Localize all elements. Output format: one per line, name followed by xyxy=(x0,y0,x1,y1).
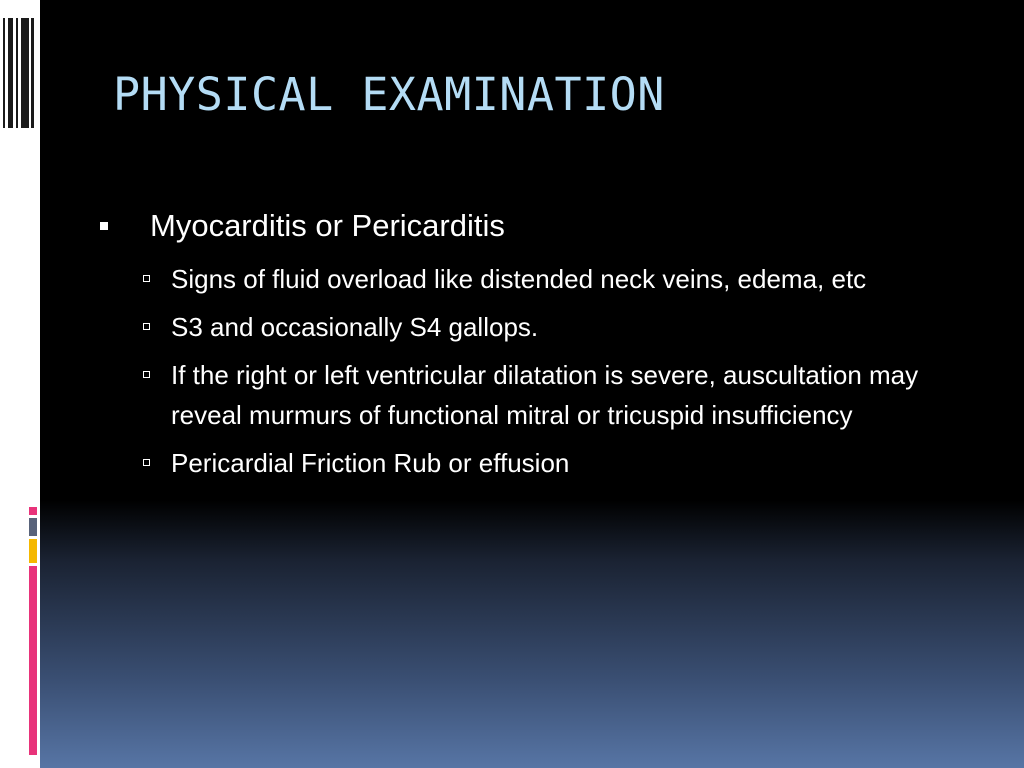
sub-bullet-text: Signs of fluid overload like distended neck veins, edema, etc xyxy=(171,264,867,294)
accent-bar-yellow xyxy=(29,539,37,563)
bullet-level-1 xyxy=(96,205,976,247)
accent-bar-pink-long xyxy=(29,566,37,755)
sub-bullet-text: S3 and occasionally S4 gallops. xyxy=(171,312,539,342)
bullet-text: Myocarditis or Pericarditis xyxy=(150,208,505,243)
square-bullet-icon xyxy=(100,222,108,230)
vertical-lines-decoration xyxy=(3,18,36,128)
hollow-square-bullet-icon xyxy=(143,275,150,282)
hollow-square-bullet-icon xyxy=(143,459,150,466)
sub-bullet xyxy=(96,307,931,347)
slide-content xyxy=(96,205,976,491)
hollow-square-bullet-icon xyxy=(143,371,150,378)
accent-color-bars xyxy=(29,507,37,755)
sub-bullet xyxy=(96,259,931,299)
sub-bullet-list xyxy=(96,259,976,483)
sub-bullet-text: Pericardial Friction Rub or effusion xyxy=(171,448,570,478)
sub-bullet xyxy=(96,443,931,483)
accent-bar-pink-small xyxy=(29,507,37,515)
left-decorative-strip xyxy=(0,0,40,768)
sub-bullet xyxy=(96,355,931,435)
sub-bullet-text: If the right or left ventricular dilatation is severe, auscultation may reveal murmurs of functional mitral or tricuspid insufficiency xyxy=(171,360,919,430)
slide-title: PHYSICAL EXAMINATION xyxy=(113,68,665,121)
accent-bar-gray xyxy=(29,518,37,536)
hollow-square-bullet-icon xyxy=(143,323,150,330)
